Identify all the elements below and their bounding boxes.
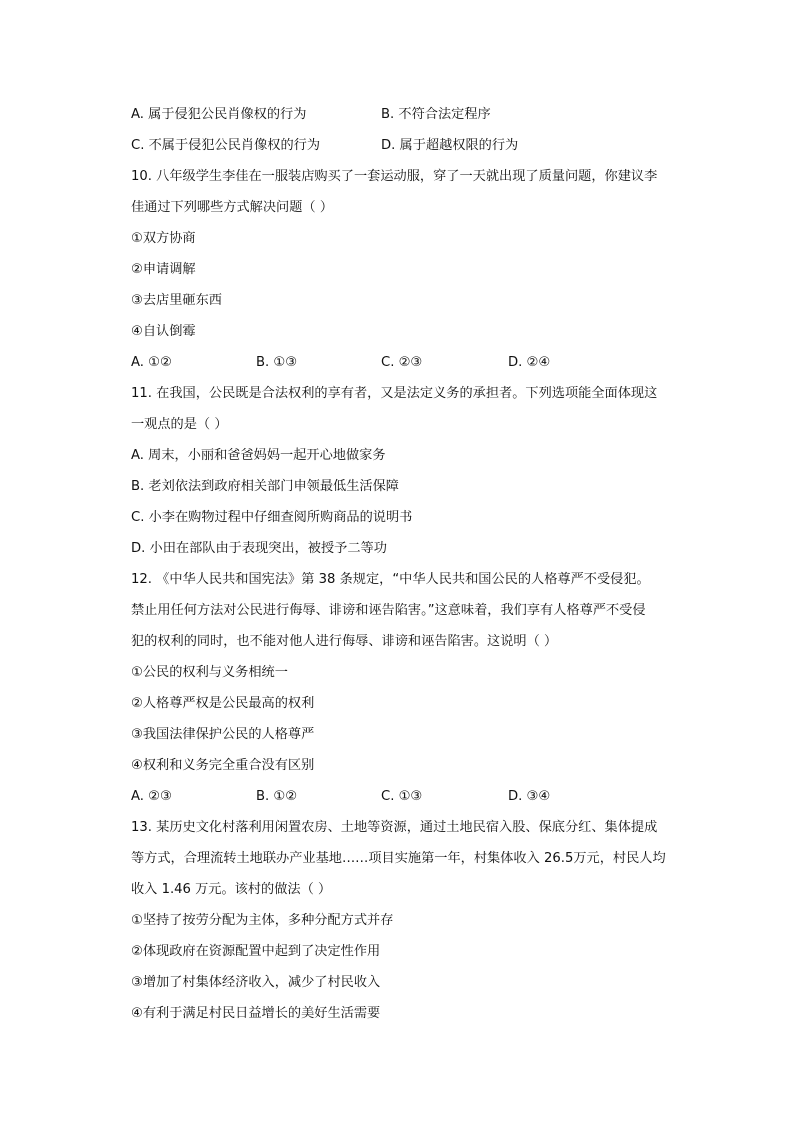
q9-option-a: A. 属于侵犯公民肖像权的行为: [131, 107, 307, 122]
q10-option-d: D. ②④: [508, 355, 551, 370]
q11-stem-line-2: 一观点的是（ ）: [131, 417, 228, 432]
q10-option-a: A. ①②: [131, 355, 172, 370]
q12-item-2: ②人格尊严权是公民最高的权利: [131, 696, 315, 711]
q13-item-1: ①坚持了按劳分配为主体，多种分配方式并存: [131, 913, 394, 928]
q10-option-c: C. ②③: [381, 355, 423, 370]
q12-option-b: B. ①②: [256, 789, 298, 804]
q12-stem-line-1: 12. 《中华人民共和国宪法》第 38 条规定，“中华人民共和国公民的人格尊严不受侵犯。: [131, 572, 650, 587]
q13-item-3: ③增加了村集体经济收入，减少了村民收入: [131, 975, 381, 990]
q12-option-d: D. ③④: [508, 789, 551, 804]
question-content: [131, 99, 694, 1029]
q10-item-2: ②申请调解: [131, 262, 196, 277]
q10-item-4: ④自认倒霉: [131, 324, 196, 339]
q13-item-2: ②体现政府在资源配置中起到了决定性作用: [131, 944, 381, 959]
q9-option-c: C. 不属于侵犯公民肖像权的行为: [131, 138, 321, 153]
q9-options-row-1: [131, 99, 694, 130]
q12-item-4: ④权利和义务完全重合没有区别: [131, 758, 315, 773]
q11-option-d: D. 小田在部队由于表现突出，被授予二等功: [131, 541, 387, 556]
q9-option-b: B. 不符合法定程序: [381, 107, 491, 122]
q10-options-row: [131, 347, 694, 378]
q11-option-a: A. 周末，小丽和爸爸妈妈一起开心地做家务: [131, 448, 386, 463]
q11-option-b: B. 老刘依法到政府相关部门申领最低生活保障: [131, 479, 399, 494]
q12-option-c: C. ①③: [381, 789, 423, 804]
q11-option-c: C. 小李在购物过程中仔细查阅所购商品的说明书: [131, 510, 413, 525]
q13-stem-line-3: 收入 1.46 万元。该村的做法（ ）: [131, 882, 332, 897]
q9-option-d: D. 属于超越权限的行为: [381, 138, 519, 153]
q13-stem-line-1: 13. 某历史文化村落利用闲置农房、土地等资源，通过土地民宿入股、保底分红、集体提成: [131, 820, 658, 835]
q12-options-row: [131, 781, 694, 812]
q13-stem-line-2: 等方式，合理流转土地联办产业基地……项目实施第一年，村集体收入 26.5万元，村民人均: [131, 851, 666, 866]
q12-option-a: A. ②③: [131, 789, 172, 804]
q10-item-1: ①双方协商: [131, 231, 196, 246]
q10-stem-line-2: 佳通过下列哪些方式解决问题（ ）: [131, 200, 334, 215]
q10-stem-line-1: 10. 八年级学生李佳在一服装店购买了一套运动服，穿了一天就出现了质量问题，你建议李: [131, 169, 658, 184]
q12-item-3: ③我国法律保护公民的人格尊严: [131, 727, 315, 742]
q12-stem-line-2: 禁止用任何方法对公民进行侮辱、诽谤和诬告陷害。”这意味着，我们享有人格尊严不受侵: [131, 603, 646, 618]
q10-option-b: B. ①③: [256, 355, 298, 370]
q13-item-4: ④有利于满足村民日益增长的美好生活需要: [131, 1006, 381, 1021]
q12-item-1: ①公民的权利与义务相统一: [131, 665, 288, 680]
q11-stem-line-1: 11. 在我国，公民既是合法权利的享有者，又是法定义务的承担者。下列选项能全面体现这: [131, 386, 658, 401]
q9-options-row-2: [131, 130, 694, 161]
q10-item-3: ③去店里砸东西: [131, 293, 222, 308]
q12-stem-line-3: 犯的权利的同时，也不能对他人进行侮辱、诽谤和诬告陷害。这说明（ ）: [131, 634, 558, 649]
